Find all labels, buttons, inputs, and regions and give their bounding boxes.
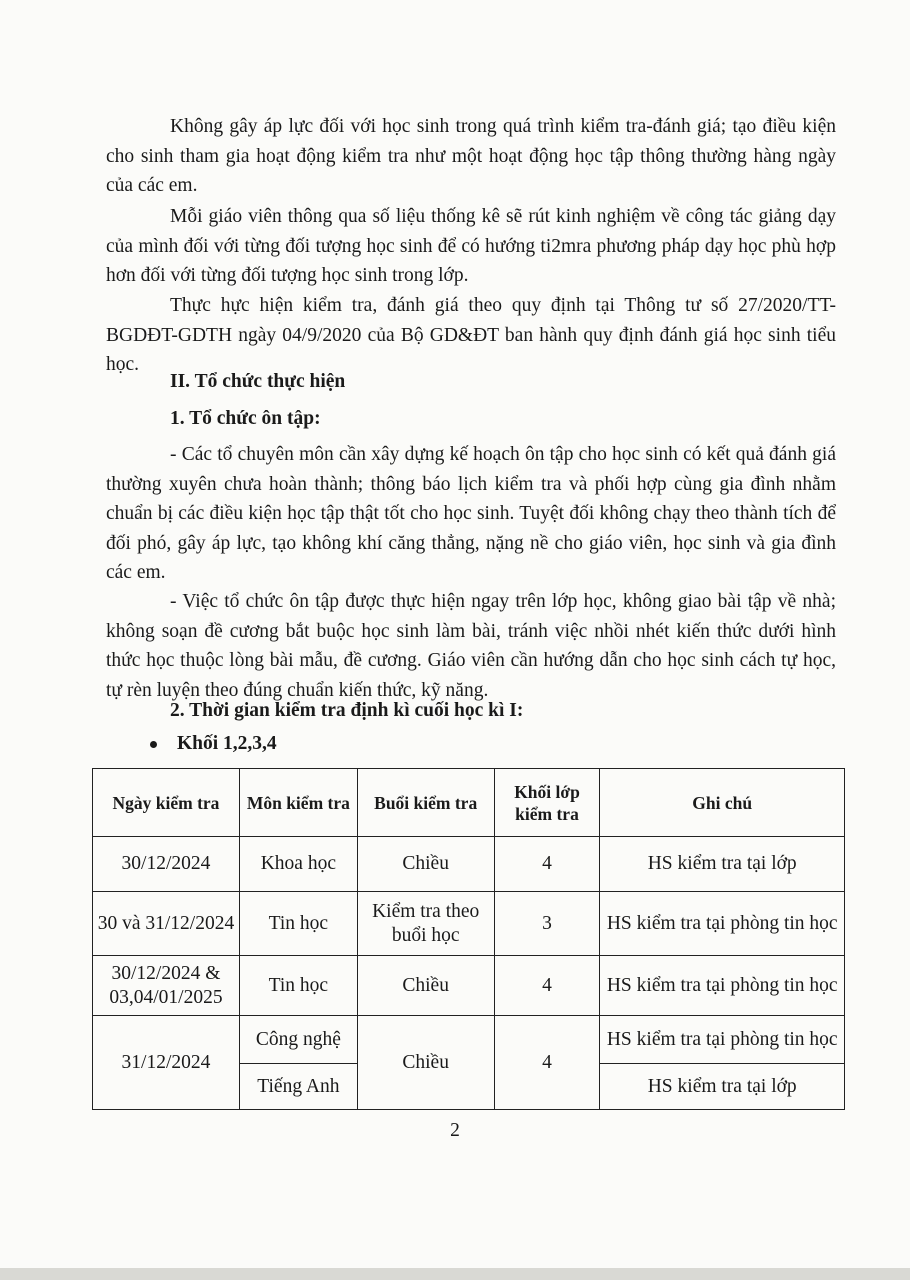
table-row xyxy=(93,1016,845,1064)
cell-date: 30 và 31/12/2024 xyxy=(93,892,240,956)
cell-date: 30/12/2024 & 03,04/01/2025 xyxy=(93,956,240,1016)
exam-schedule-table xyxy=(92,768,845,1110)
cell-note: HS kiểm tra tại lớp xyxy=(600,1064,845,1110)
cell-date: 31/12/2024 xyxy=(93,1016,240,1110)
header-grade: Khối lớp kiểm tra xyxy=(494,769,600,837)
header-date: Ngày kiểm tra xyxy=(93,769,240,837)
cell-subject: Tin học xyxy=(239,892,357,956)
bullet-grades xyxy=(150,733,277,755)
cell-subject: Tiếng Anh xyxy=(239,1064,357,1110)
cell-note: HS kiểm tra tại phòng tin học xyxy=(600,1016,845,1064)
table-header-row xyxy=(93,769,845,837)
table-row xyxy=(93,837,845,892)
paragraph-3: Thực hực hiện kiểm tra, đánh giá theo quy định tại Thông tư số 27/2020/TT-BGDĐT-GDTH ngày 04/9/2020 của Bộ GD&ĐT ban hành quy định đánh giá học sinh tiểu học. xyxy=(106,295,836,375)
page-number: 2 xyxy=(450,1120,460,1141)
cell-session: Chiều xyxy=(357,956,494,1016)
paragraph-2: Mỗi giáo viên thông qua số liệu thống kê sẽ rút kinh nghiệm về công tác giảng dạy của mình đối với từng đối tượng học sinh để có hướng ti2mra phương pháp dạy học phù hợp hơn đối với từng đối tượng học sinh trong lớp. xyxy=(106,206,836,286)
cell-subject: Công nghệ xyxy=(239,1016,357,1064)
header-session: Buổi kiểm tra xyxy=(357,769,494,837)
header-note: Ghi chú xyxy=(600,769,845,837)
cell-subject: Khoa học xyxy=(239,837,357,892)
cell-grade: 3 xyxy=(494,892,600,956)
cell-note: HS kiểm tra tại lớp xyxy=(600,837,845,892)
review-paragraph-2: - Việc tổ chức ôn tập được thực hiện ngay trên lớp học, không giao bài tập về nhà; không soạn đề cương bắt buộc học sinh làm bài, tránh việc nhồi nhét kiến thức dưới hình thức học thuộc lòng bài mẫu, đề cương. Giáo viên cần hướng dẫn cho học sinh cách tự học, tự rèn luyện theo đúng chuẩn kiến thức, kỹ năng. xyxy=(106,591,836,701)
subsection-schedule-title: 2. Thời gian kiểm tra định kì cuối học kì I: xyxy=(170,700,524,721)
header-subject: Môn kiểm tra xyxy=(239,769,357,837)
paragraph-1: Không gây áp lực đối với học sinh trong quá trình kiểm tra-đánh giá; tạo điều kiện cho sinh tham gia hoạt động kiểm tra như một hoạt động học tập thông thường hàng ngày của các em. xyxy=(106,116,836,196)
cell-grade: 4 xyxy=(494,956,600,1016)
table-row xyxy=(93,956,845,1016)
review-paragraph-1: - Các tổ chuyên môn cần xây dựng kế hoạch ôn tập cho học sinh có kết quả đánh giá thường xuyên chưa hoàn thành; thông báo lịch kiểm tra và phối hợp cùng gia đình nhằm chuẩn bị các điều kiện học tập thật tốt cho học sinh. Tuyệt đối không chạy theo thành tích để đối phó, gây áp lực, tạo không khí căng thẳng, nặng nề cho giáo viên, học sinh và gia đình các em. xyxy=(106,444,836,583)
cell-date: 30/12/2024 xyxy=(93,837,240,892)
page-bottom-edge xyxy=(0,1268,910,1280)
table-row xyxy=(93,892,845,956)
cell-note: HS kiểm tra tại phòng tin học xyxy=(600,892,845,956)
cell-session: Kiểm tra theo buổi học xyxy=(357,892,494,956)
section-title: II. Tổ chức thực hiện xyxy=(170,371,346,392)
cell-note: HS kiểm tra tại phòng tin học xyxy=(600,956,845,1016)
bullet-text: Khối 1,2,3,4 xyxy=(177,733,277,754)
cell-session: Chiều xyxy=(357,1016,494,1110)
cell-session: Chiều xyxy=(357,837,494,892)
subsection-review-title: 1. Tổ chức ôn tập: xyxy=(170,408,321,429)
cell-grade: 4 xyxy=(494,1016,600,1110)
cell-subject: Tin học xyxy=(239,956,357,1016)
bullet-dot-icon xyxy=(150,741,157,748)
cell-grade: 4 xyxy=(494,837,600,892)
